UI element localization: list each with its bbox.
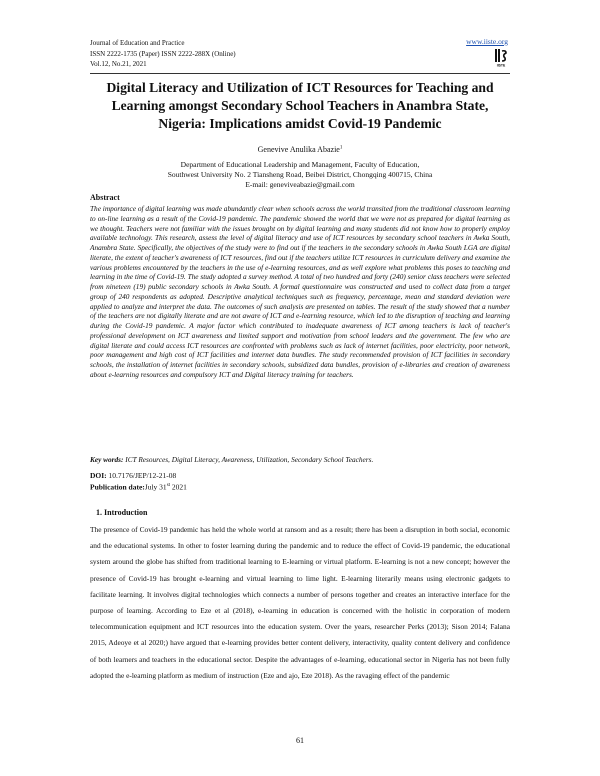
pub-date-label: Publication date: bbox=[90, 482, 145, 492]
doi-line bbox=[90, 471, 187, 481]
iiste-logo-icon bbox=[494, 47, 508, 67]
doi-label: DOI: bbox=[90, 471, 107, 480]
keywords-label: Key words: bbox=[90, 455, 124, 464]
affiliation-line-2: Southwest University No. 2 Tiansheng Road, Beibei District, Chongqing 400715, China bbox=[167, 170, 433, 179]
journal-name: Journal of Education and Practice bbox=[90, 39, 185, 47]
intro-text: The presence of Covid-19 pandemic has held the whole world at ransom and as a result; there has been a disruption in both social, economic and the educational systems. In other to foster learning during the pandemic and to reduce the effect of Covid-19 pandemic, the educational system around the globe has shifted from traditional learning to E-learning or virtual platform. E-learning is not a new concept; however the presence of Covid-19 has brought e-learning and virtual learning to lime light. E-learning literarily means using electronic gadgets to facilitate learning. It involves digital technologies which connects a number of persons together and creates an interactive interface for the purpose of learning. According to Eze et al (2018), e-learning in education is concerned with the holistic in corporation of modern telecommunication equipment and ICT resources into the education system. Over the years, researcher Perks (2013); Sison 2014; Falana 2015, Adeoye et al 2020;) have argued that e-learning provides better content delivery, interactivity, quality content delivery and confidence of both learners and teachers in the educational sector. Despite the advantages of e-learning, educational sector in Nigeria has not been fully adopted the e-learning platform as medium of instruction (Eze and ajo, Eze 2018). As the ravaging effect of the pandemic bbox=[90, 525, 510, 680]
abstract-heading: Abstract bbox=[90, 193, 120, 202]
keywords bbox=[90, 455, 510, 464]
affiliation bbox=[90, 160, 510, 190]
paper-title: Digital Literacy and Utilization of ICT Resources for Teaching and Learning amongst Secondary School Teachers in Anambra State, Nigeria: Implications amidst Covid-19 Pandemic bbox=[106, 80, 494, 131]
affiliation-line-1: Department of Educational Leadership and Management, Faculty of Education, bbox=[180, 160, 420, 169]
publication-info bbox=[90, 471, 187, 493]
header-rule bbox=[90, 73, 510, 74]
pub-date-line bbox=[90, 481, 187, 493]
journal-volume: Vol.12, No.21, 2021 bbox=[90, 60, 147, 68]
page-number: 61 bbox=[296, 736, 304, 745]
abstract-text: The importance of digital learning was made abundantly clear when schools across the world transited from the traditional classroom learning to on-line learning as a result of the Covid-19 pandemic. The pandemic showed the world that we were not as prepared for digital learning as we thought. Teachers were not familiar with the issues brought on by digital learning and many students did not know how to properly employ available technology. This research, assess the level of digital literacy and use of ICT resources by secondary school teachers in Awka South, Anambra State. Specifically, the objectives of the study were to find out if the teachers in the secondary schools in Awka South LGA are digital literate, the extent of teacher's awareness of ICT resources, find out if the teachers utilize ICT resources in curriculum delivery and examine the various problems encountered by the teachers in the use of e-learning resources, and as well explore what problems this poses to teaching and learning in the time of Covid-19. The study adopted a survey method. A total of two hundred and forty (240) senior class teachers were selected from nineteen (19) public secondary schools in Awka South. A formal questionnaire was constructed and used to collect data from a target group of 240 respondents as adopted. Descriptive analytical techniques such as frequency, percentage, mean and standard deviation were applied to analyze and interpret the data. The outcomes of such analysis are presented on tables. The result of the study showed that a number of the teachers are not digitally literate and are not aware of ICT and e-learning resource, which led to the disruption of teaching and learning during the Covid-19 pandemic. A major factor which contributed to inadequate awareness of ICT among teachers is lack of teacher's professional development on ICT awareness and limited support and motivation from school leaders and the government. The few who are digital literate and could access ICT resources are confronted with problems such as lack of internet facilities, poor electricity, poor network, poor management and high cost of ICT facilities and internet data bundles. The study recommended provision of ICT facilities in secondary schools, the installation of internet facilities in secondary schools, subsidized data bundles, provision of e-libraries and creation of awareness about e-learning resources and compulsory ICT and Digital literacy training for teachers. bbox=[90, 204, 510, 379]
intro-heading: 1. Introduction bbox=[96, 508, 148, 517]
journal-issn: ISSN 2222-1735 (Paper) ISSN 2222-288X (Online) bbox=[90, 49, 236, 58]
author-mark: 1 bbox=[339, 145, 343, 151]
journal-url-link[interactable]: www.iiste.org bbox=[466, 37, 508, 46]
pub-date-value: July 31 bbox=[144, 482, 167, 492]
author-email: E-mail: geneviveabazie@gmail.com bbox=[245, 180, 355, 189]
journal-header bbox=[90, 38, 236, 70]
keywords-text: ICT Resources, Digital Literacy, Awareness, Utilization, Secondary School Teachers. bbox=[123, 455, 374, 464]
pub-date-year: 2021 bbox=[170, 482, 187, 492]
svg-text:IISTE: IISTE bbox=[496, 63, 506, 67]
doi-value: 10.7176/JEP/12-21-08 bbox=[106, 471, 177, 480]
pub-date-sup: st bbox=[166, 483, 171, 488]
author-line bbox=[90, 145, 510, 154]
author-name: Genevive Anulika Abazie bbox=[257, 145, 340, 154]
